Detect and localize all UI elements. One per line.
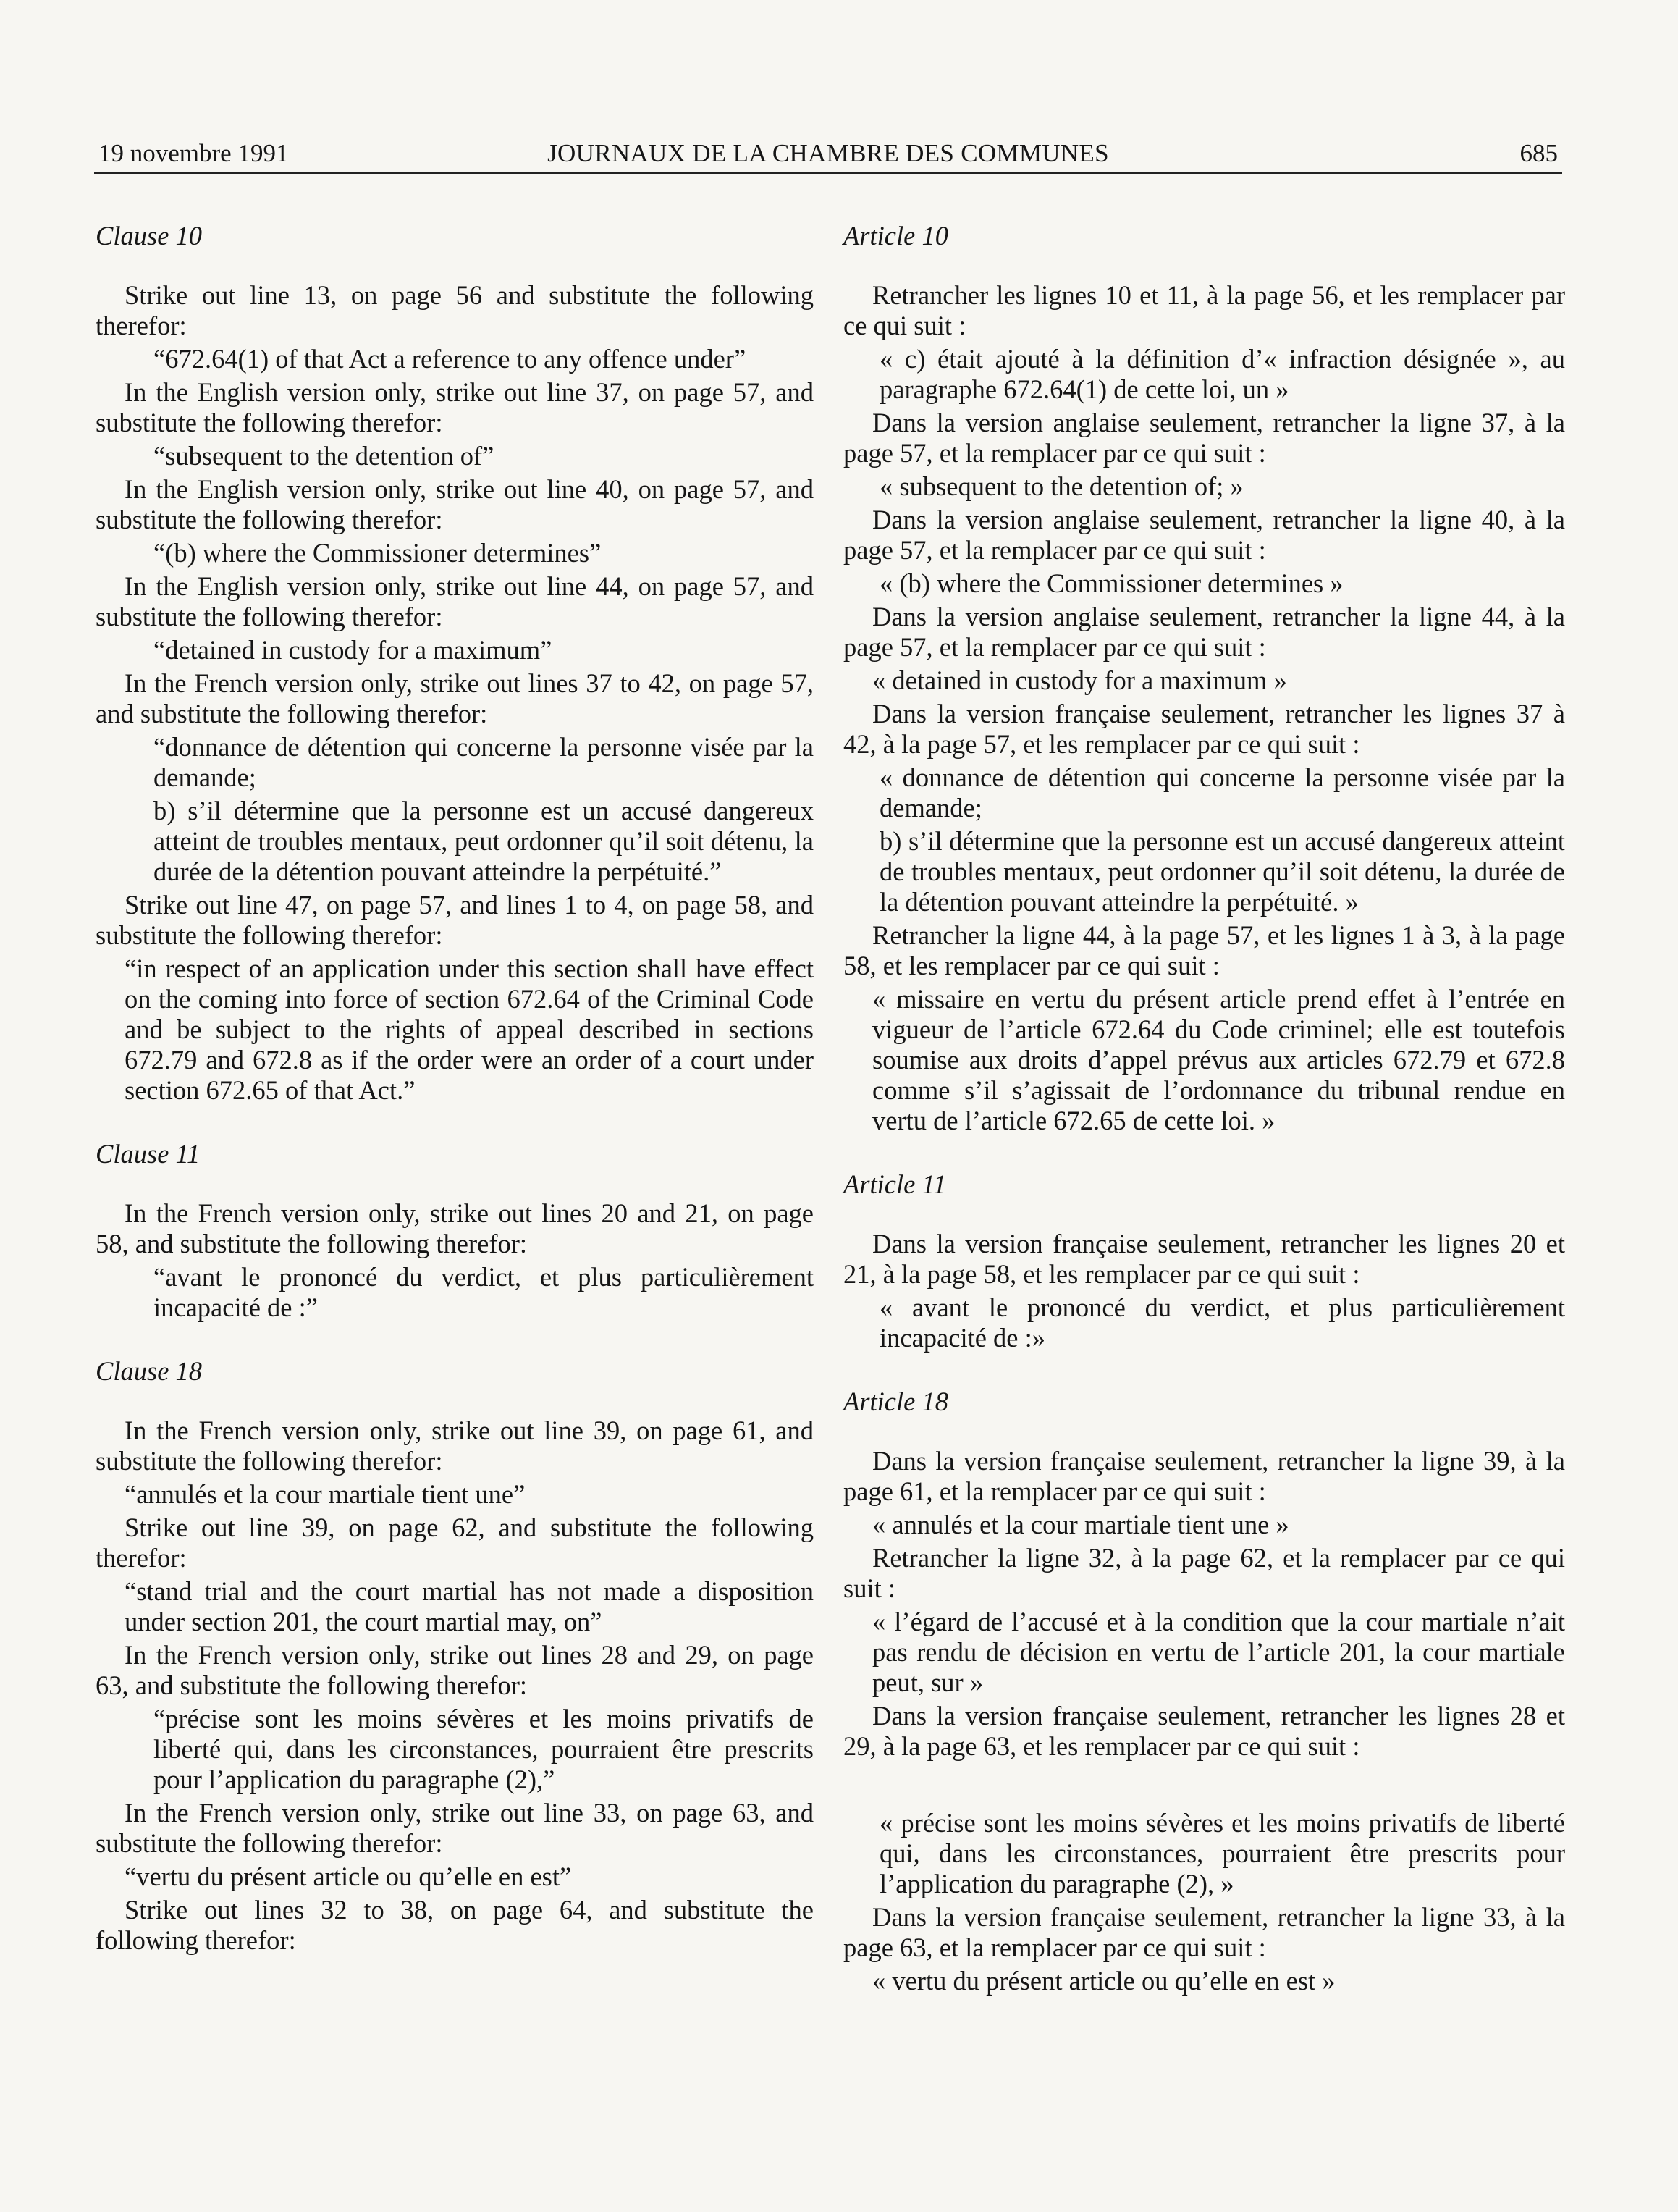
instruction: In the French version only, strike out line 33, on page 63, and substitute the following therefor: — [96, 1798, 814, 1858]
instruction: In the English version only, strike out line 37, on page 57, and substitute the following therefor: — [96, 377, 814, 437]
quoted-text: “stand trial and the court martial has not made a disposition under section 201, the court martial may, on” — [125, 1576, 814, 1636]
quoted-text: « c) était ajouté à la définition d’« infraction désignée », au paragraphe 672.64(1) de cette loi, un » — [880, 344, 1565, 404]
clause-11-heading: Clause 11 — [96, 1139, 201, 1169]
clause-10-heading: Clause 10 — [96, 221, 203, 251]
quoted-text: “donnance de détention qui concerne la personne visée par la demande; — [153, 732, 814, 792]
quoted-text: b) s’il détermine que la personne est un accusé dangereux atteint de troubles mentaux, peut ordonner qu’il soit détenu, la durée de la détention pouvant atteindre la perpétuité. » — [880, 826, 1565, 917]
instruction: Dans la version française seulement, retrancher les lignes 28 et 29, à la page 63, et les remplacer par ce qui suit : — [843, 1701, 1565, 1761]
instruction: Strike out line 13, on page 56 and substitute the following therefor: — [96, 280, 814, 340]
quoted-text: “(b) where the Commissioner determines” — [153, 538, 602, 568]
instruction: Dans la version française seulement, retrancher la ligne 39, à la page 61, et la remplacer par ce qui suit : — [843, 1446, 1565, 1506]
instruction: Retrancher les lignes 10 et 11, à la page 56, et les remplacer par ce qui suit : — [843, 280, 1565, 340]
clause-11-section — [96, 1139, 814, 1323]
article-11-section — [843, 1169, 1565, 1353]
quoted-text: “annulés et la cour martiale tient une” — [125, 1479, 526, 1509]
article-18-section — [843, 1387, 1565, 1996]
instruction: Dans la version française seulement, retrancher les lignes 37 à 42, à la page 57, et les remplacer par ce qui suit : — [843, 699, 1565, 759]
instruction: In the English version only, strike out line 44, on page 57, and substitute the following therefor: — [96, 571, 814, 631]
french-column — [843, 221, 1565, 1999]
instruction: Dans la version française seulement, retrancher les lignes 20 et 21, à la page 58, et les remplacer par ce qui suit : — [843, 1229, 1565, 1289]
article-10-section — [843, 221, 1565, 1136]
instruction: Retrancher la ligne 32, à la page 62, et la remplacer par ce qui suit : — [843, 1543, 1565, 1603]
clause-18-heading: Clause 18 — [96, 1356, 203, 1386]
quoted-text: “précise sont les moins sévères et les moins privatifs de liberté qui, dans les circonstances, pourraient être prescrits pour l’application du paragraphe (2),” — [153, 1704, 814, 1794]
instruction: Dans la version anglaise seulement, retrancher la ligne 37, à la page 57, et la remplacer par ce qui suit : — [843, 408, 1565, 468]
instruction: Dans la version française seulement, retrancher la ligne 33, à la page 63, et la remplacer par ce qui suit : — [843, 1902, 1565, 1962]
article-18-heading: Article 18 — [843, 1387, 948, 1416]
quoted-text: “detained in custody for a maximum” — [153, 635, 552, 665]
instruction: In the French version only, strike out lines 20 and 21, on page 58, and substitute the following therefor: — [96, 1198, 814, 1258]
instruction: Strike out line 39, on page 62, and substitute the following therefor: — [96, 1513, 814, 1573]
quoted-text: “subsequent to the detention of” — [153, 441, 494, 471]
instruction: Dans la version anglaise seulement, retrancher la ligne 40, à la page 57, et la remplacer par ce qui suit : — [843, 505, 1565, 565]
page-number: 685 — [1519, 139, 1558, 167]
instruction: Dans la version anglaise seulement, retrancher la ligne 44, à la page 57, et la remplacer par ce qui suit : — [843, 602, 1565, 662]
english-column — [96, 221, 814, 1956]
quoted-text: « vertu du présent article ou qu’elle en est » — [872, 1966, 1336, 1996]
quoted-text: b) s’il détermine que la personne est un accusé dangereux atteint de troubles mentaux, peut ordonner qu’il soit détenu, la durée de la détention pouvant atteindre la perpétuité.” — [153, 796, 814, 886]
instruction: Strike out lines 32 to 38, on page 64, and substitute the following therefor: — [96, 1895, 814, 1955]
clause-10-section — [96, 221, 814, 1106]
instruction: Strike out line 47, on page 57, and lines 1 to 4, on page 58, and substitute the following therefor: — [96, 890, 814, 950]
quoted-text: « donnance de détention qui concerne la personne visée par la demande; — [880, 762, 1565, 823]
quoted-text: « l’égard de l’accusé et à la condition que la cour martiale n’ait pas rendu de décision en vertu de l’article 201, la cour martiale peut, sur » — [872, 1607, 1565, 1697]
clause-18-section — [96, 1356, 814, 1956]
quoted-text: « avant le prononcé du verdict, et plus particulièrement incapacité de :» — [880, 1292, 1565, 1353]
quoted-text: « précise sont les moins sévères et les moins privatifs de liberté qui, dans les circonstances, pourraient être prescrits pour l’application du paragraphe (2), » — [880, 1808, 1565, 1898]
quoted-text: “672.64(1) of that Act a reference to any offence under” — [153, 344, 746, 374]
quoted-text: « detained in custody for a maximum » — [872, 665, 1287, 695]
instruction: Retrancher la ligne 44, à la page 57, et les lignes 1 à 3, à la page 58, et les remplacer par ce qui suit : — [843, 920, 1565, 980]
quoted-text: “in respect of an application under this section shall have effect on the coming into force of section 672.64 of the Criminal Code and be subject to the rights of appeal described in sections 672.79 and 672.8 as if the order were an order of a court under section 672.65 of that Act.” — [125, 954, 814, 1105]
quoted-text: « subsequent to the detention of; » — [880, 471, 1244, 501]
instruction: In the French version only, strike out lines 28 and 29, on page 63, and substitute the following therefor: — [96, 1640, 814, 1700]
header-date: 19 novembre 1991 — [98, 139, 289, 167]
page-header — [94, 135, 1562, 174]
quoted-text: « missaire en vertu du présent article prend effet à l’entrée en vigueur de l’article 672.64 du Code criminel; elle est toutefois soumise aux droits d’appel prévus aux articles 672.79 et 672.8 comme s’il s’agissait de l’ordonnance du tribunal rendue en vertu de l’article 672.65 de cette loi. » — [872, 984, 1565, 1135]
quoted-text: “avant le prononcé du verdict, et plus particulièrement incapacité de :” — [153, 1262, 814, 1322]
quoted-text: « (b) where the Commissioner determines » — [880, 568, 1344, 598]
instruction: In the French version only, strike out line 39, on page 61, and substitute the following therefor: — [96, 1416, 814, 1476]
header-title: JOURNAUX DE LA CHAMBRE DES COMMUNES — [547, 139, 1109, 167]
instruction: In the French version only, strike out lines 37 to 42, on page 57, and substitute the following therefor: — [96, 668, 814, 728]
article-10-heading: Article 10 — [843, 221, 948, 251]
article-11-heading: Article 11 — [843, 1169, 947, 1199]
quoted-text: “vertu du présent article ou qu’elle en est” — [125, 1862, 572, 1891]
instruction: In the English version only, strike out line 40, on page 57, and substitute the following therefor: — [96, 474, 814, 534]
quoted-text: « annulés et la cour martiale tient une » — [872, 1510, 1289, 1539]
